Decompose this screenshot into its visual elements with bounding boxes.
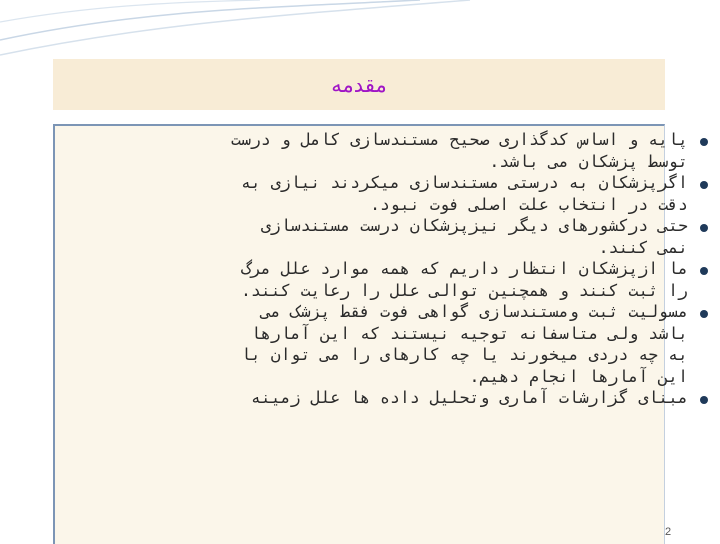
bullet-line: باشد ولی متاسفانه توجیه نیستند که این آمارها: [250, 323, 688, 343]
bullet-line: را ثبت کنند و همچنین توالی علل را رعایت کنند.: [240, 280, 688, 300]
bullet-line: ما ازپزشکان انتظار داریم که همه موارد علل مرگ: [240, 259, 688, 278]
bullet-line: مسولیت ثبت ومستندسازی گواهی فوت فقط پزشک می: [260, 302, 688, 321]
bullet-list: [48, 129, 708, 409]
bullet-item-2: [48, 172, 708, 215]
bullet-item-4: [48, 258, 708, 301]
bullet-icon: [700, 267, 708, 275]
title-band: [53, 59, 665, 110]
bullet-icon: [700, 138, 708, 146]
bullet-line: دقت در انتخاب علت اصلی فوت نبود.: [370, 194, 688, 214]
bullet-line: این آمارها انجام دهیم.: [469, 366, 688, 386]
bullet-line: پایه و اساس کدگذاری صحیح مستندسازی کامل و درست: [231, 130, 688, 149]
bullet-icon: [700, 224, 708, 232]
bullet-item-1: [48, 129, 708, 172]
bullet-line: توسط پزشکان می باشد.: [489, 151, 688, 171]
bullet-icon: [700, 310, 708, 318]
bullet-icon: [700, 396, 708, 404]
bullet-line: به چه دردی میخورند یا چه کارهای را می توان با: [240, 345, 688, 364]
bullet-icon: [700, 181, 708, 189]
bullet-item-6: [48, 387, 708, 409]
bullet-line: مبنای گزارشات آماری وتحلیل داده ها علل زمینه: [250, 388, 688, 407]
bullet-line: نمی کنند.: [598, 237, 688, 257]
slide-title: مقدمه: [331, 72, 387, 97]
bullet-line: حتی درکشورهای دیگر نیزپزشکان درست مستندسازی: [260, 216, 688, 235]
slide-number: 2: [665, 526, 672, 538]
bullet-line: اگرپزشکان به درستی مستندسازی میکردند نیازی به: [240, 173, 688, 192]
bullet-item-5: [48, 301, 708, 387]
bullet-item-3: [48, 215, 708, 258]
